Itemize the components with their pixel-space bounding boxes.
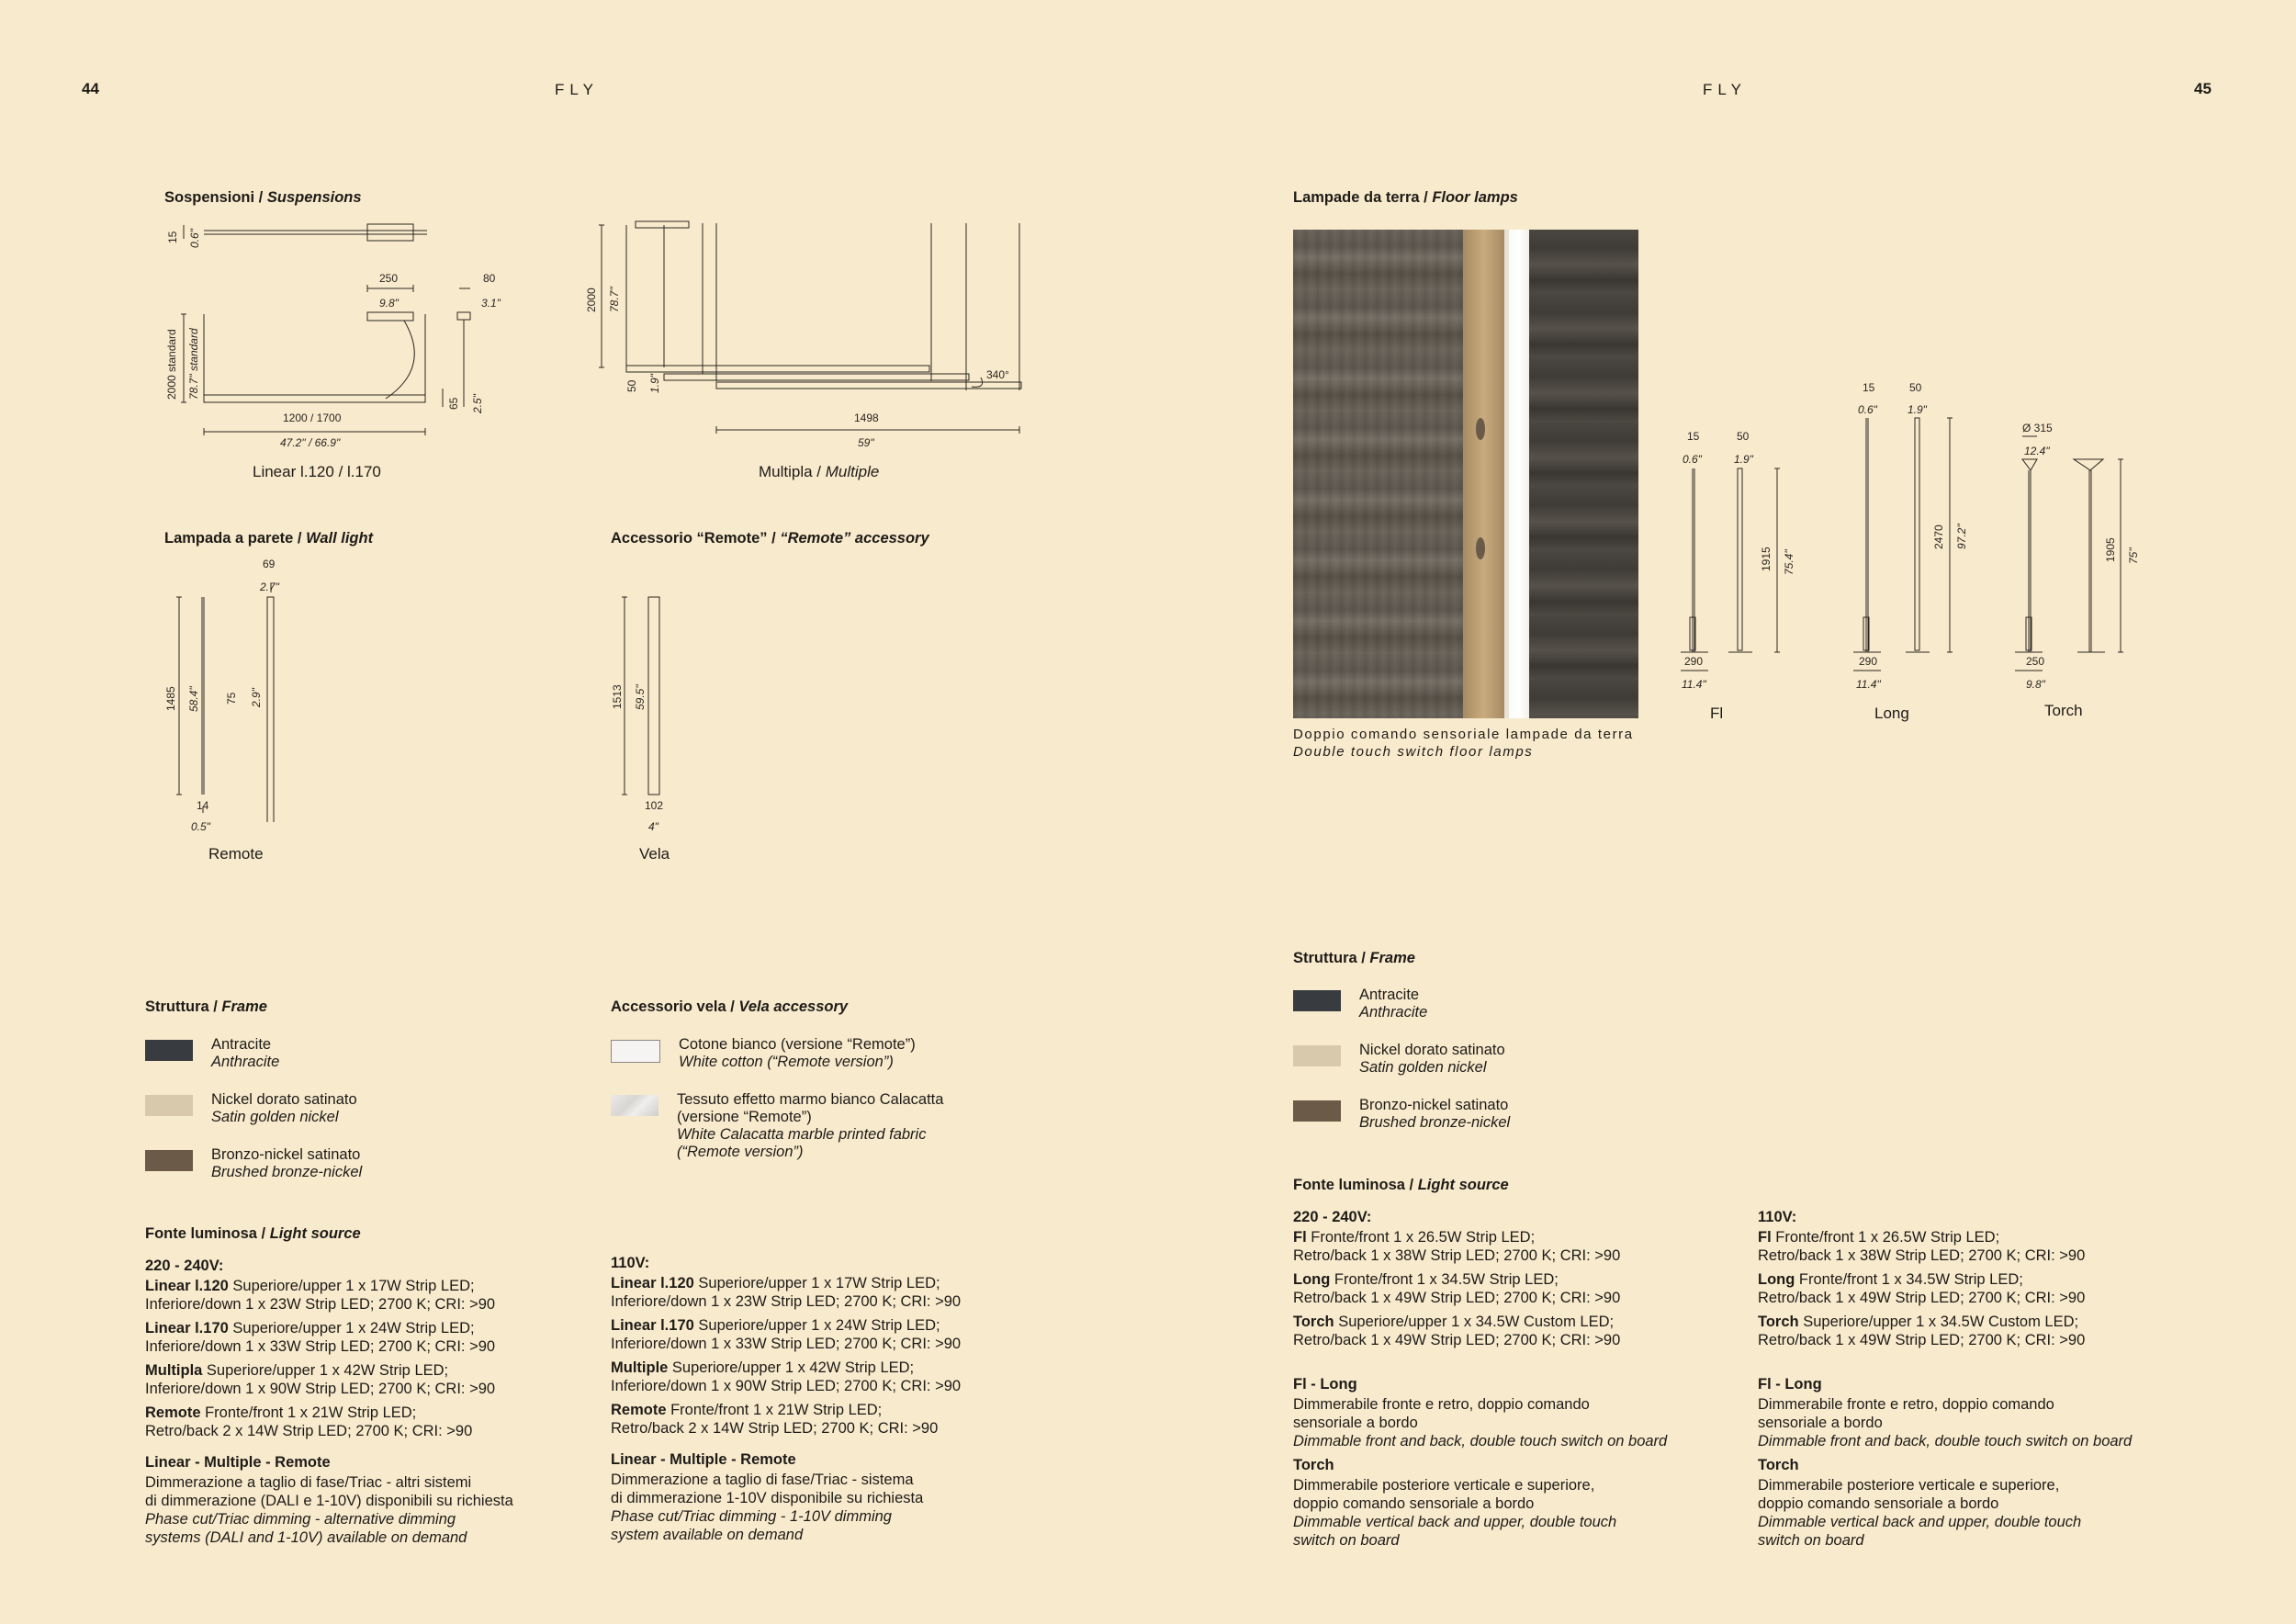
mode-title-fl: Fl - Long: [1293, 1376, 1357, 1393]
dim-wall-w-mm: 14: [197, 799, 209, 812]
voltage-title: 220 - 240V:: [1293, 1209, 1372, 1225]
frame-finish-item: [145, 1091, 362, 1126]
dim-mult-gap-in: 1.9": [648, 374, 661, 393]
dim-fl-thick-mm: 15: [1687, 430, 1700, 443]
dim-profile-in: 2.5": [471, 394, 484, 413]
caption-multiple: Multipla / Multiple: [759, 463, 880, 480]
remote-accessory-heading: Accessorio “Remote” / “Remote” accessory: [611, 530, 929, 547]
suspensions-heading: Sospensioni / Suspensions: [164, 189, 362, 206]
dim-torch-top-in: 12.4": [2024, 445, 2050, 457]
swatch-white-cotton: [611, 1040, 660, 1063]
photo-caption-en: Double touch switch floor lamps: [1293, 744, 1534, 760]
dim-long-thick-in: 0.6": [1858, 403, 1877, 416]
dim-side-mm: 80: [483, 272, 496, 285]
dim-wall-height-mm: 1485: [164, 686, 177, 711]
dim-vela-w-in: 4": [648, 820, 658, 833]
dim-long-height-in: 97.2": [1955, 524, 1968, 549]
mode-title-torch: Torch: [1758, 1457, 1799, 1473]
dim-vela-height-in: 59.5": [634, 684, 647, 710]
frame-heading-left: Struttura / Frame: [145, 998, 267, 1015]
vela-accessory-heading: Accessorio vela / Vela accessory: [611, 998, 849, 1015]
dim-torch-top-mm: Ø 315: [2022, 422, 2053, 434]
page-number-left: 44: [82, 80, 99, 97]
vela-finish-item: [611, 1036, 943, 1071]
finish-swatch: [1293, 990, 1341, 1011]
dim-wall-depth-mm: 69: [263, 558, 276, 570]
dim-fl-side-mm: 50: [1737, 430, 1750, 443]
dim-length-mm: 1200 / 1700: [283, 412, 342, 424]
finish-label-it: Antracite: [1359, 987, 1420, 1003]
dim-thick-mm: 15: [166, 231, 179, 243]
dim-fl-height-mm: 1915: [1760, 547, 1773, 571]
photo-caption-it: Doppio comando sensoriale lampade da terra: [1293, 727, 1634, 742]
dim-fl-side-in: 1.9": [1734, 453, 1753, 466]
finish-label-it-2: (versione “Remote”): [677, 1109, 812, 1125]
light-source-heading-right: Fonte luminosa / Light source: [1293, 1177, 1509, 1193]
dim-length-in: 47.2" / 66.9": [280, 436, 341, 449]
finish-label-it: Cotone bianco (versione “Remote”): [679, 1036, 916, 1053]
dim-fl-thick-in: 0.6": [1683, 453, 1702, 466]
light-source-110-left: 110V: Linear l.120 Superiore/upper 1 x 17W Strip LED; Inferiore/down 1 x 23W Strip LED; 2700 K; CRI: >90 Linear l.170 Superiore/upper 1 x 24W Strip LED; Inferiore/down 1 x 33W Strip LED; 2700 K; CRI: >90 Multiple Superiore/upper 1 x 42W Strip LED; Inferiore/down 1 x 90W Strip LED; 2700 K; CRI: >90 Remote Fronte/front 1 x 21W Strip LED; Retro/back 2 x 14W Strip LED; 2700 K; CRI: >90 Linear - Multiple - Remote Dimmerazione a taglio di fase/Triac - sistema di dimmerazione 1-10V disponibile su richiesta Phase cut/Triac dimming - 1-10V dimming system available on demand: [611, 1254, 1042, 1544]
dim-mult-height-mm: 2000: [585, 288, 598, 312]
finish-label-it: Bronzo-nickel satinato: [1359, 1097, 1509, 1113]
finish-swatch: [145, 1150, 193, 1171]
caption-vela: Vela: [639, 845, 670, 863]
dim-torch-height-mm: 1905: [2104, 537, 2117, 562]
dim-torch-height-in: 75": [2127, 547, 2140, 564]
dim-long-thick-mm: 15: [1863, 381, 1875, 394]
caption-long: Long: [1874, 705, 1909, 722]
caption-remote: Remote: [208, 845, 264, 863]
mode-title-fl: Fl - Long: [1758, 1376, 1822, 1393]
frame-finish-item: [1293, 987, 1510, 1021]
finish-label-it: Nickel dorato satinato: [211, 1091, 357, 1108]
dim-fl-height-in: 75.4": [1783, 549, 1795, 575]
vela-finish-item: [611, 1091, 943, 1161]
voltage-title: 220 - 240V:: [145, 1257, 224, 1274]
multiple-suspension-drawing: [588, 216, 1029, 436]
dim-long-base-in: 11.4": [1856, 678, 1881, 691]
voltage-title: 110V:: [611, 1255, 650, 1271]
vela-finishes: [611, 1036, 943, 1181]
finish-label-en: Satin golden nickel: [211, 1109, 339, 1125]
dim-vela-w-mm: 102: [645, 799, 664, 812]
dim-long-side-mm: 50: [1909, 381, 1922, 394]
dim-torch-base-mm: 250: [2026, 655, 2045, 668]
finish-label-en: Satin golden nickel: [1359, 1059, 1487, 1076]
frame-heading-right: Struttura / Frame: [1293, 950, 1415, 966]
caption-linear: Linear l.120 / l.170: [253, 463, 381, 480]
finish-label-it: Tessuto effetto marmo bianco Calacatta: [677, 1091, 944, 1108]
dimming-title: Linear - Multiple - Remote: [145, 1454, 331, 1471]
finish-label-it: Antracite: [211, 1036, 272, 1053]
finish-label-en: White cotton (“Remote version”): [679, 1054, 894, 1070]
light-source-220-right: 220 - 240V: Fl Fronte/front 1 x 26.5W Strip LED; Retro/back 1 x 38W Strip LED; 2700 K; CRI: >90 Long Fronte/front 1 x 34.5W Strip LED; Retro/back 1 x 49W Strip LED; 2700 K; CRI: >90 Torch Superiore/upper 1 x 34.5W Custom LED; Retro/back 1 x 49W Strip LED; 2700 K; CRI: >90 Fl - Long Dimmerabile fronte e retro, doppio comando sensoriale a bordo Dimmable front and back, double touch switch on board Torch Dimmerabile posteriore verticale e superiore, doppio comando sensoriale a bordo Dimmable vertical back and upper, double touch switch on board: [1293, 1208, 1743, 1550]
dim-width-mm: 250: [379, 272, 399, 285]
finish-label-en: Anthracite: [1359, 1004, 1428, 1021]
dim-mult-length-mm: 1498: [854, 412, 879, 424]
finish-label-it: Nickel dorato satinato: [1359, 1042, 1505, 1058]
finish-label-it: Bronzo-nickel satinato: [211, 1146, 361, 1163]
frame-finishes-right: [1293, 987, 1510, 1152]
finish-label-en: White Calacatta marble printed fabric: [677, 1126, 927, 1143]
dim-wall-w-in: 0.5": [191, 820, 210, 833]
dim-torch-base-in: 9.8": [2026, 678, 2045, 691]
frame-finish-item: [145, 1036, 362, 1071]
dim-mult-height-in: 78.7": [608, 287, 621, 312]
light-source-heading-left: Fonte luminosa / Light source: [145, 1225, 361, 1242]
frame-finish-item: [1293, 1042, 1510, 1077]
brand-title-right: FLY: [1703, 81, 1747, 98]
brand-title-left: FLY: [555, 81, 599, 98]
finish-swatch: [145, 1040, 193, 1061]
finish-label-en-2: (“Remote version”): [677, 1144, 804, 1160]
dim-wall-side-mm: 75: [225, 692, 238, 705]
dim-wall-side-in: 2.9": [250, 688, 263, 707]
dim-vela-height-mm: 1513: [611, 684, 624, 709]
wall-light-heading: Lampada a parete / Wall light: [164, 530, 374, 547]
dim-long-height-mm: 2470: [1932, 524, 1945, 549]
dim-height-mm: 2000 standard: [165, 329, 178, 400]
dim-thick-in: 0.6": [188, 229, 201, 248]
dim-rotation: 340°: [986, 368, 1009, 381]
floor-lamps-heading: Lampade da terra / Floor lamps: [1293, 189, 1518, 206]
dim-mult-length-in: 59": [858, 436, 874, 449]
dim-long-base-mm: 290: [1859, 655, 1878, 668]
dim-width-in: 9.8": [379, 297, 399, 310]
vela-drawing: [615, 588, 689, 808]
caption-fl: Fl: [1710, 705, 1724, 722]
dim-fl-base-in: 11.4": [1682, 678, 1706, 691]
dim-long-side-in: 1.9": [1908, 403, 1927, 416]
dim-fl-base-mm: 290: [1684, 655, 1704, 668]
finish-swatch: [145, 1095, 193, 1116]
dimming-title: Linear - Multiple - Remote: [611, 1451, 796, 1468]
caption-torch: Torch: [2044, 702, 2083, 719]
dim-profile-mm: 65: [447, 397, 460, 410]
finish-label-en: Brushed bronze-nickel: [1359, 1114, 1511, 1131]
dim-mult-gap-mm: 50: [625, 379, 638, 392]
finish-label-en: Brushed bronze-nickel: [211, 1164, 363, 1180]
photo-caption: [1293, 726, 1634, 761]
dim-wall-depth-in: 2.7": [260, 581, 279, 593]
light-source-110-right: 110V: Fl Fronte/front 1 x 26.5W Strip LED; Retro/back 1 x 38W Strip LED; 2700 K; CRI: >90 Long Fronte/front 1 x 34.5W Strip LED; Retro/back 1 x 49W Strip LED; 2700 K; CRI: >90 Torch Superiore/upper 1 x 34.5W Custom LED; Retro/back 1 x 49W Strip LED; 2700 K; CRI: >90 Fl - Long Dimmerabile fronte e retro, doppio comando sensoriale a bordo Dimmable front and back, double touch switch on board Torch Dimmerabile posteriore verticale e superiore, doppio comando sensoriale a bordo Dimmable vertical back and upper, double touch switch on board: [1758, 1208, 2217, 1550]
dim-height-in: 78.7" standard: [187, 328, 200, 400]
page-number-right: 45: [2194, 80, 2212, 97]
finish-swatch: [1293, 1100, 1341, 1122]
floor-lamp-photo: [1293, 230, 1638, 718]
swatch-marble: [611, 1095, 658, 1116]
frame-finishes-left: [145, 1036, 362, 1201]
finish-swatch: [1293, 1045, 1341, 1066]
mode-title-torch: Torch: [1293, 1457, 1334, 1473]
dim-side-in: 3.1": [481, 297, 501, 310]
frame-finish-item: [145, 1146, 362, 1181]
finish-label-en: Anthracite: [211, 1054, 280, 1070]
light-source-220-left: 220 - 240V: Linear l.120 Superiore/upper 1 x 17W Strip LED; Inferiore/down 1 x 23W Strip LED; 2700 K; CRI: >90 Linear l.170 Superiore/upper 1 x 24W Strip LED; Inferiore/down 1 x 33W Strip LED; 2700 K; CRI: >90 Multipla Superiore/upper 1 x 42W Strip LED; Inferiore/down 1 x 90W Strip LED; 2700 K; CRI: >90 Remote Fronte/front 1 x 21W Strip LED; Retro/back 2 x 14W Strip LED; 2700 K; CRI: >90 Linear - Multiple - Remote Dimmerazione a taglio di fase/Triac - altri sistemi di dimmerazione (DALI e 1-10V) disponibili su richiesta Phase cut/Triac dimming - alternative dimming systems (DALI and 1-10V) available on demand: [145, 1257, 577, 1547]
voltage-title: 110V:: [1758, 1209, 1797, 1225]
frame-finish-item: [1293, 1097, 1510, 1132]
dim-wall-height-in: 58.4": [187, 686, 200, 712]
